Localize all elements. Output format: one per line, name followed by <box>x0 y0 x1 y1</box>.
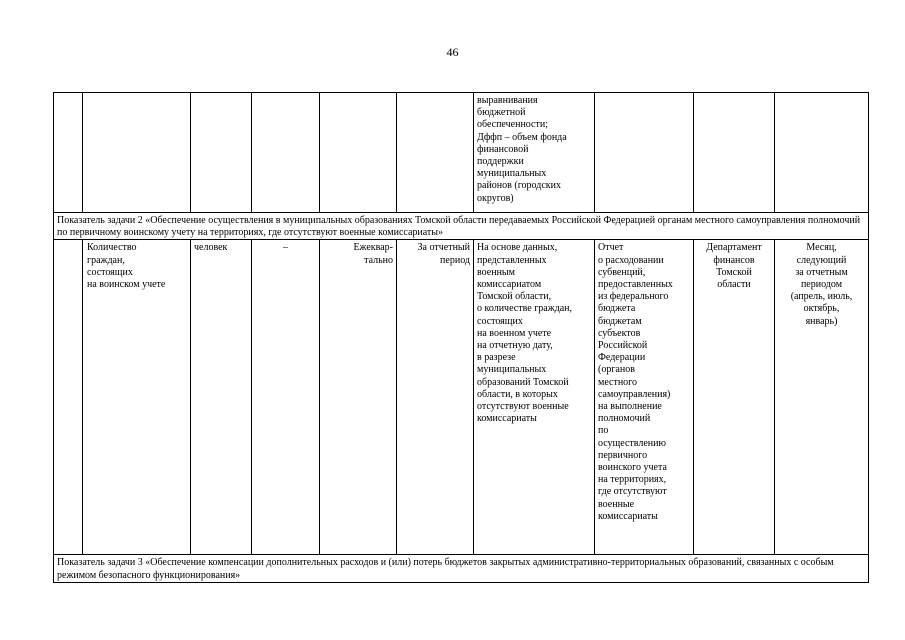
indicator-source: Отчет о расходовании субвенций, предоставленных из федерального бюджета бюджетам субъектов Российской Федерации (органов местного самоуправления) на выполнение полномочий по осуществлению первичного воинского учета на территориях, где отсутствуют военные комиссариаты <box>595 240 694 555</box>
cell-unit <box>191 93 252 213</box>
indicators-table <box>53 92 869 583</box>
section-2-title: Показатель задачи 2 «Обеспечение осуществления в муниципальных образованиях Томской области передаваемых Российской Федерацией органам местного самоуправления полномочий по первичному воинскому учету на территориях, где отсутствуют военные комиссариаты» <box>54 213 869 240</box>
cell-periodicity <box>320 93 397 213</box>
cell-method: выравнивания бюджетной обеспеченности; Дффп – объем фонда финансовой поддержки муниципальных районов (городских округов) <box>474 93 595 213</box>
indicator-periodicity: Ежеквар- тально <box>320 240 397 555</box>
indicator-algorithm: – <box>252 240 320 555</box>
indicator-method: На основе данных, представленных военным комиссариатом Томской области, о количестве граждан, состоящих на военном учете на отчетную дату, в разрезе муниципальных образований Томской области, в которых отсутствуют военные комиссариаты <box>474 240 595 555</box>
section-3-title: Показатель задачи 3 «Обеспечение компенсации дополнительных расходов и (или) потерь бюджетов закрытых административно-территориальных образований, связанных с особым режимом безопасного функционирования» <box>54 555 869 582</box>
cell-number <box>54 240 83 555</box>
indicator-responsible: Департамент финансов Томской области <box>694 240 775 555</box>
indicator-deadline: Месяц, следующий за отчетным периодом (апрель, июль, октябрь, январь) <box>775 240 869 555</box>
section-header-row <box>54 213 869 240</box>
indicator-name: Количество граждан, состоящих на воинском учете <box>83 240 191 555</box>
cell-number <box>54 93 83 213</box>
cell-algorithm <box>252 93 320 213</box>
section-header-row <box>54 555 869 582</box>
cell-responsible <box>694 93 775 213</box>
cell-time <box>397 93 474 213</box>
cell-name <box>83 93 191 213</box>
indicator-time-characteristic: За отчетный период <box>397 240 474 555</box>
cell-deadline <box>775 93 869 213</box>
indicator-unit: человек <box>191 240 252 555</box>
cell-source <box>595 93 694 213</box>
page-number: 46 <box>446 45 459 59</box>
table-row-continuation <box>54 93 869 213</box>
table-row-indicator <box>54 240 869 555</box>
